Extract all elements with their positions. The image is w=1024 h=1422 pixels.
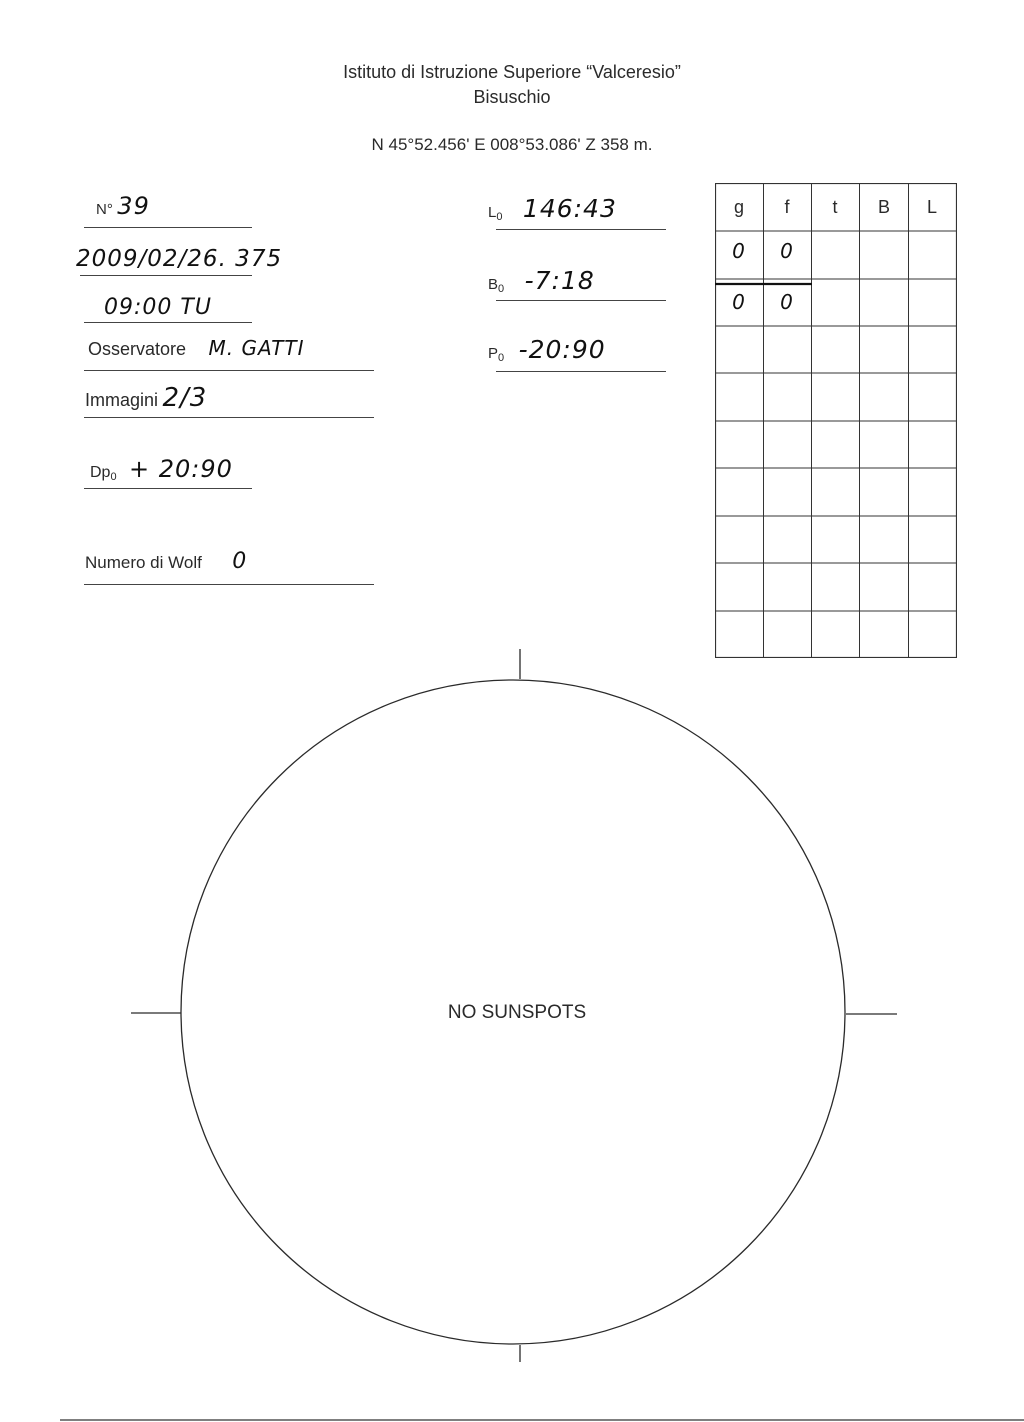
- wolf-label: Numero di Wolf: [85, 553, 202, 572]
- p0-value: -20:90: [518, 335, 606, 364]
- institute-title: Istituto di Istruzione Superiore “Valceresio”: [343, 62, 681, 82]
- b0-label: B: [488, 276, 499, 293]
- observation-date: 2009/02/26. 375: [76, 246, 283, 272]
- grid-header-g: g: [733, 197, 744, 217]
- wolf-value: 0: [232, 549, 248, 574]
- number-label: N°: [96, 201, 113, 218]
- observation-time: 09:00 TU: [104, 295, 212, 320]
- images-label: Immagini: [85, 390, 159, 410]
- grid-header-f: f: [784, 197, 790, 217]
- observer-label: Osservatore: [88, 339, 187, 359]
- l0-value: 146:43: [522, 194, 617, 223]
- b0-subscript: 0: [498, 283, 505, 295]
- dp0-value: + 20:90: [129, 455, 233, 483]
- grid-header-t: t: [832, 197, 838, 217]
- grid-header-l: L: [926, 197, 937, 217]
- disk-note: NO SUNSPOTS: [447, 1002, 587, 1023]
- station-coordinates: N 45°52.456' E 008°53.086' Z 358 m.: [371, 135, 653, 154]
- grid-cell-r1-g: 0: [732, 239, 746, 263]
- images-value: 2/3: [162, 383, 208, 413]
- observer-value: M. GATTI: [208, 336, 305, 360]
- grid-cell-r2-g: 0: [732, 290, 746, 314]
- dp0-label: Dp: [90, 464, 111, 481]
- p0-label: P: [488, 345, 499, 362]
- dp0-subscript: 0: [110, 471, 117, 483]
- p0-subscript: 0: [498, 352, 505, 364]
- grid-header-b: B: [877, 197, 890, 217]
- grid-cell-r2-f: 0: [780, 290, 794, 314]
- number-value: 39: [117, 192, 150, 220]
- town-name: Bisuschio: [473, 87, 551, 107]
- grid-cell-r1-f: 0: [780, 239, 794, 263]
- b0-value: -7:18: [524, 266, 595, 295]
- l0-subscript: 0: [496, 211, 503, 223]
- l0-label: L: [488, 204, 497, 221]
